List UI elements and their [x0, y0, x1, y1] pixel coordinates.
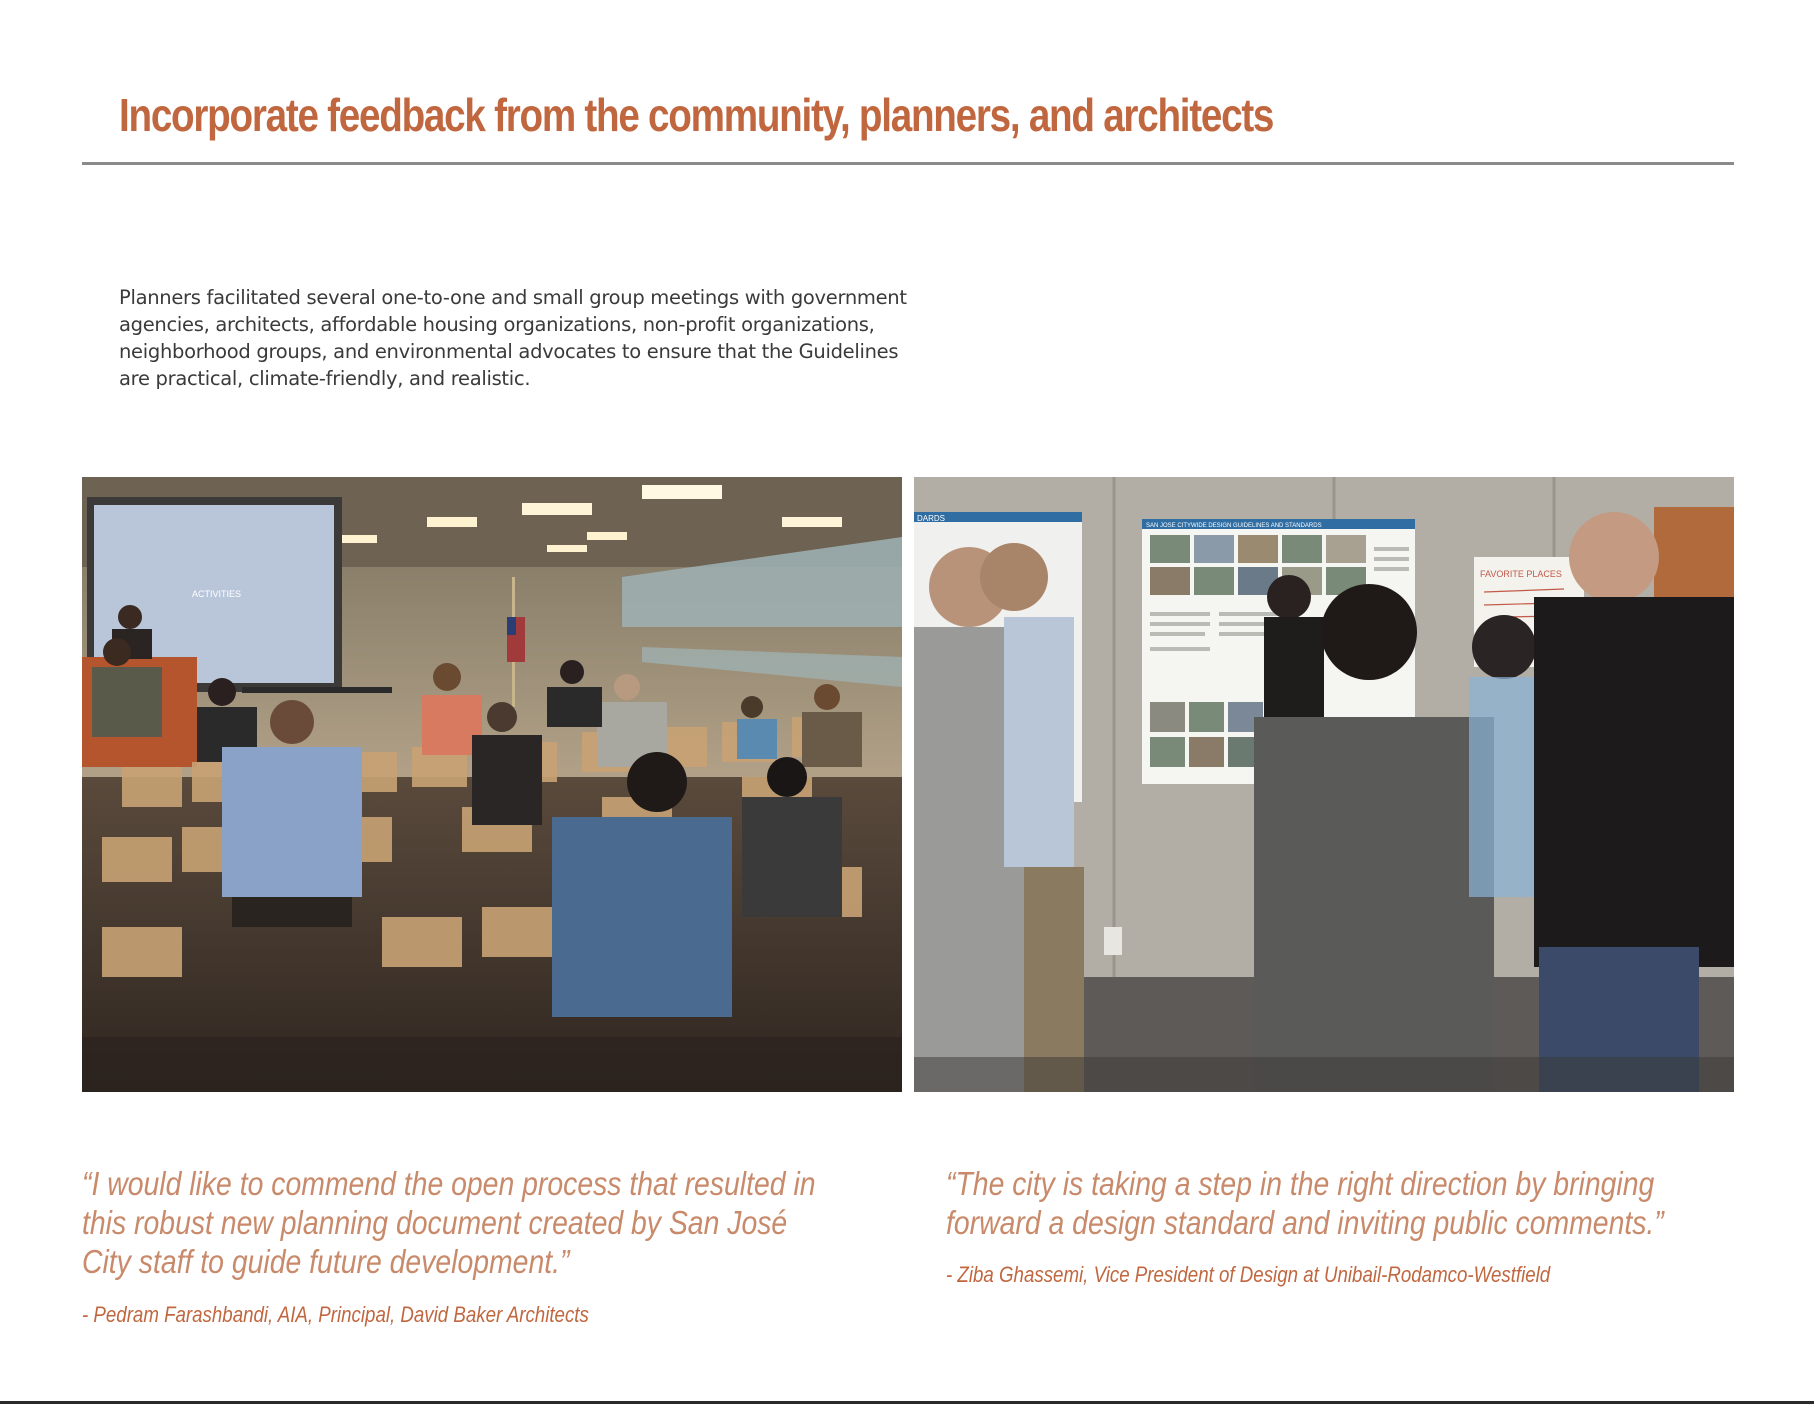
- quote-attribution-right: - Ziba Ghassemi, Vice President of Design at Unibail-Rodamco-Westfield: [946, 1262, 1551, 1287]
- flip-chart-title: FAVORITE PLACES: [1480, 569, 1562, 579]
- quote-right: “The city is taking a step in the right direction by bringing forward a design standard and inviting public comments.”: [946, 1165, 1664, 1241]
- poster-review-photo: [914, 477, 1734, 1092]
- side-board-label: DARDS: [917, 514, 946, 523]
- screen-text: ACTIVITIES: [192, 589, 242, 599]
- page-title: Incorporate feedback from the community, planners, and architects: [119, 89, 1274, 141]
- title-divider: [82, 162, 1734, 165]
- meeting-room-photo: [82, 477, 902, 1092]
- intro-paragraph: Planners facilitated several one-to-one and small group meetings with government agencies, architects, affordable housing organizations, non-profit organizations, neighborhood groups, and environmental advocates to ensure that the Guidelines are practical, climate-friendly, and realistic.: [119, 286, 907, 390]
- quote-attribution-left: - Pedram Farashbandi, AIA, Principal, David Baker Architects: [82, 1302, 589, 1327]
- poster-title: SAN JOSE CITYWIDE DESIGN GUIDELINES AND STANDARDS: [1146, 523, 1322, 529]
- quote-left: “I would like to commend the open process that resulted in this robust new planning document created by San José City staff to guide future development.”: [82, 1165, 816, 1280]
